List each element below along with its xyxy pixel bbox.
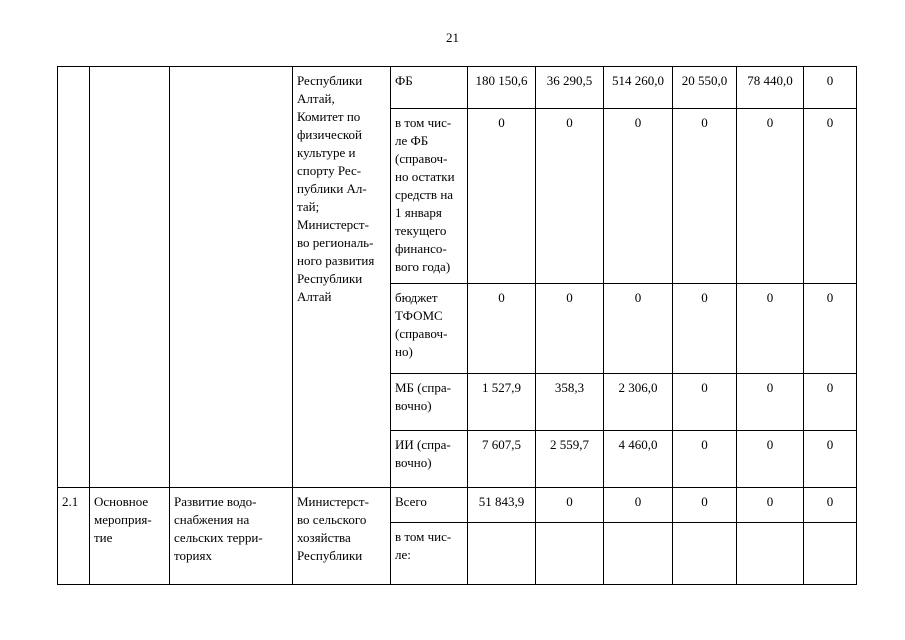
funding-source-cell-line: вого года) bbox=[395, 259, 451, 274]
executor-cell-line: во сельского bbox=[297, 512, 367, 527]
value-cell: 2 559,7 bbox=[536, 431, 604, 488]
value-cell: 0 bbox=[536, 488, 604, 523]
funding-source-cell-line: (справоч- bbox=[395, 151, 448, 166]
value-cell: 0 bbox=[536, 284, 604, 374]
funding-source-cell-line: в том чис- bbox=[395, 115, 452, 130]
value-cell: 7 607,5 bbox=[468, 431, 536, 488]
value-cell: 20 550,0 bbox=[673, 67, 737, 109]
value-cell: 0 bbox=[604, 284, 673, 374]
executor-cell-line: Республики bbox=[297, 73, 363, 88]
table-row bbox=[58, 488, 857, 523]
executor-cell-line: хозяйства bbox=[297, 530, 351, 545]
funding-source-cell bbox=[391, 431, 468, 488]
executor-cell-line: Алтай, bbox=[297, 91, 335, 106]
executor-cell-line: во региональ- bbox=[297, 235, 374, 250]
value-cell: 0 bbox=[737, 109, 804, 284]
funding-source-cell-line: 1 января bbox=[395, 205, 442, 220]
value-cell: 0 bbox=[604, 109, 673, 284]
value-cell bbox=[468, 523, 536, 585]
value-cell: 0 bbox=[804, 431, 857, 488]
funding-source-cell bbox=[391, 488, 468, 523]
funding-source-cell bbox=[391, 523, 468, 585]
funding-source-cell-line: ТФОМС bbox=[395, 308, 443, 323]
executor-cell-line: физической bbox=[297, 127, 362, 142]
value-cell: 0 bbox=[468, 109, 536, 284]
executor-cell bbox=[293, 67, 391, 488]
value-cell bbox=[737, 523, 804, 585]
type-cell-line: Основное bbox=[94, 494, 149, 509]
name-cell bbox=[170, 488, 293, 585]
name-cell-line: снабжения на bbox=[174, 512, 250, 527]
type-cell bbox=[90, 488, 170, 585]
value-cell: 0 bbox=[804, 67, 857, 109]
value-cell: 0 bbox=[536, 109, 604, 284]
executor-cell-line: Комитет по bbox=[297, 109, 361, 124]
funding-source-cell-line: но остатки bbox=[395, 169, 455, 184]
type-cell-line: тие bbox=[94, 530, 113, 545]
executor-cell-line: Республики bbox=[297, 271, 363, 286]
funding-source-cell-line: ле ФБ bbox=[395, 133, 429, 148]
executor-cell-line: ного развития bbox=[297, 253, 375, 268]
number-cell bbox=[58, 67, 90, 488]
funding-source-cell-line: бюджет bbox=[395, 290, 438, 305]
funding-source-cell-line: (справоч- bbox=[395, 326, 448, 341]
funding-source-cell bbox=[391, 374, 468, 431]
value-cell: 1 527,9 bbox=[468, 374, 536, 431]
name-cell-line: Развитие водо- bbox=[174, 494, 257, 509]
value-cell bbox=[673, 523, 737, 585]
executor-cell bbox=[293, 488, 391, 585]
funding-source-cell-line: Всего bbox=[395, 494, 427, 509]
executor-cell-line: тай; bbox=[297, 199, 320, 214]
value-cell: 0 bbox=[673, 488, 737, 523]
number-cell: 2.1 bbox=[58, 488, 90, 585]
name-cell-line: сельских терри- bbox=[174, 530, 263, 545]
name-cell bbox=[170, 67, 293, 488]
value-cell: 0 bbox=[604, 488, 673, 523]
funding-source-cell-line: средств на bbox=[395, 187, 454, 202]
value-cell: 0 bbox=[673, 109, 737, 284]
executor-cell-line: Республики bbox=[297, 548, 363, 563]
value-cell: 514 260,0 bbox=[604, 67, 673, 109]
name-cell-line: ториях bbox=[174, 548, 212, 563]
value-cell: 51 843,9 bbox=[468, 488, 536, 523]
funding-source-cell bbox=[391, 284, 468, 374]
funding-source-cell-line: вочно) bbox=[395, 455, 432, 470]
value-cell: 0 bbox=[804, 488, 857, 523]
value-cell bbox=[804, 523, 857, 585]
value-cell: 180 150,6 bbox=[468, 67, 536, 109]
value-cell: 36 290,5 bbox=[536, 67, 604, 109]
type-cell-line: мероприя- bbox=[94, 512, 152, 527]
value-cell: 2 306,0 bbox=[604, 374, 673, 431]
value-cell: 0 bbox=[737, 284, 804, 374]
funding-source-cell-line: но) bbox=[395, 344, 413, 359]
page-number: 21 bbox=[446, 30, 459, 45]
value-cell: 0 bbox=[673, 374, 737, 431]
budget-table bbox=[57, 66, 857, 585]
value-cell: 0 bbox=[804, 284, 857, 374]
value-cell: 0 bbox=[673, 431, 737, 488]
value-cell: 0 bbox=[468, 284, 536, 374]
value-cell: 0 bbox=[737, 431, 804, 488]
funding-source-cell-line: МБ (спра- bbox=[395, 380, 451, 395]
value-cell: 0 bbox=[737, 374, 804, 431]
value-cell: 4 460,0 bbox=[604, 431, 673, 488]
executor-cell-line: Министерст- bbox=[297, 494, 369, 509]
funding-source-cell-line: вочно) bbox=[395, 398, 432, 413]
funding-source-cell-line: ле: bbox=[395, 547, 411, 562]
executor-cell-line: Алтай bbox=[297, 289, 332, 304]
executor-cell-line: публики Ал- bbox=[297, 181, 367, 196]
executor-cell-line: культуре и bbox=[297, 145, 356, 160]
value-cell: 0 bbox=[804, 109, 857, 284]
funding-source-cell-line: ИИ (спра- bbox=[395, 437, 451, 452]
value-cell: 0 bbox=[804, 374, 857, 431]
funding-source-cell-line: финансо- bbox=[395, 241, 447, 256]
executor-cell-line: спорту Рес- bbox=[297, 163, 362, 178]
funding-source-cell-line: ФБ bbox=[395, 73, 413, 88]
funding-source-cell-line: текущего bbox=[395, 223, 447, 238]
funding-source-cell bbox=[391, 67, 468, 109]
value-cell: 78 440,0 bbox=[737, 67, 804, 109]
value-cell: 0 bbox=[673, 284, 737, 374]
value-cell: 358,3 bbox=[536, 374, 604, 431]
table-row bbox=[58, 67, 857, 109]
table-body bbox=[58, 67, 857, 585]
value-cell bbox=[604, 523, 673, 585]
funding-source-cell bbox=[391, 109, 468, 284]
value-cell: 0 bbox=[737, 488, 804, 523]
value-cell bbox=[536, 523, 604, 585]
type-cell bbox=[90, 67, 170, 488]
funding-source-cell-line: в том чис- bbox=[395, 529, 452, 544]
executor-cell-line: Министерст- bbox=[297, 217, 369, 232]
